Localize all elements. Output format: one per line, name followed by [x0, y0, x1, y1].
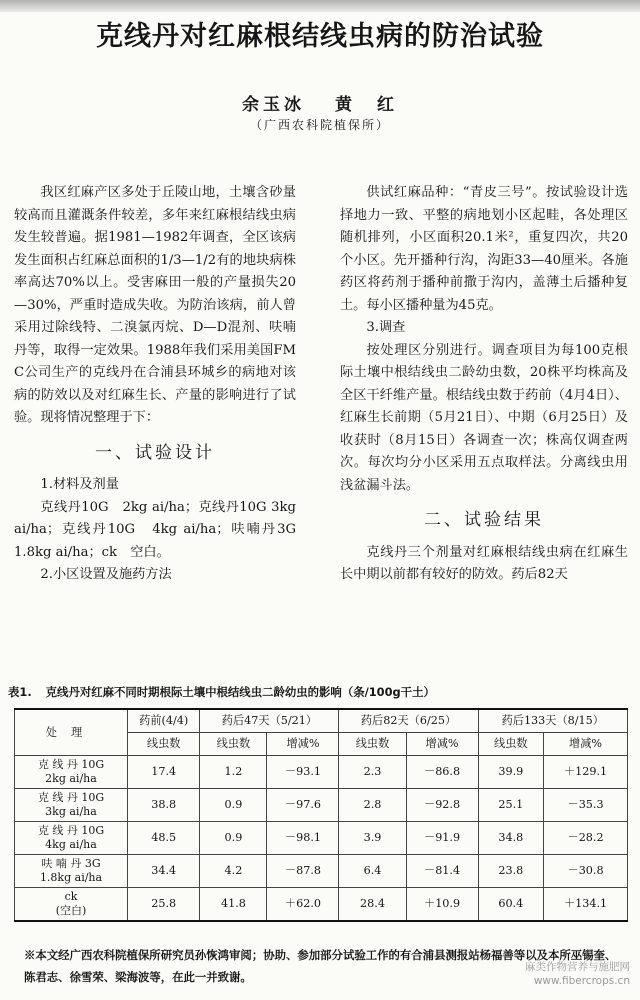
- body-paragraph: 克线丹三个剂量对红麻根结线虫病在红麻生长中期以前都有较好的防效。药后82天: [340, 544, 628, 582]
- table-row: [15, 756, 628, 789]
- author-name: 黄 红: [334, 95, 398, 115]
- table-cell: －30.8: [544, 855, 628, 888]
- table-cell: 28.4: [339, 888, 406, 922]
- table-cell: 3.9: [339, 822, 406, 855]
- table-cell: －35.3: [544, 789, 628, 822]
- treatment-cell: [15, 789, 128, 822]
- treatment-dose: 2kg ai/ha: [45, 772, 97, 785]
- body-paragraph: 按处理区分别进行。调查项目为每100克根际土壤中根结线虫二龄幼虫数，20株平均株高及全区干纤维产量。根结线虫数于药前（4月4日）、红麻生长前期（5月21日）、中期（6月25日）及收获时（8月15日）各调查一次；株高仅调查两次。每次均分小区采用五点取样法。分离线虫用浅盆漏斗法。: [340, 342, 628, 493]
- table-cell: －87.8: [267, 855, 339, 888]
- table-cell: 25.8: [128, 888, 200, 922]
- section-heading: 二、试验结果: [424, 510, 544, 530]
- treatment-cell: [15, 822, 128, 855]
- table-row: [15, 888, 628, 922]
- table-row: [15, 789, 628, 822]
- site-watermark: [525, 960, 630, 988]
- table-cell: －28.2: [544, 822, 628, 855]
- table-caption: [8, 684, 634, 700]
- table-row: [15, 855, 628, 888]
- table-cell: 1.2: [200, 756, 267, 789]
- table-cell: 34.4: [128, 855, 200, 888]
- author-line: [0, 90, 640, 115]
- table-cell: 41.8: [200, 888, 267, 922]
- treatment-name: 呋 喃 丹 3G: [41, 857, 101, 870]
- watermark-url: www.fibercrops.cn: [533, 975, 630, 987]
- header-change: 增减%: [267, 733, 339, 756]
- treatment-dose: 4kg ai/ha: [45, 838, 97, 851]
- table-cell: －93.1: [267, 756, 339, 789]
- header-treatment: 处理: [15, 709, 128, 756]
- article-title: 克线丹对红麻根结线虫病的防治试验: [96, 21, 544, 52]
- header-count: 线虫数: [200, 733, 267, 756]
- table-cell: －81.4: [406, 855, 478, 888]
- table-cell: 2.3: [339, 756, 406, 789]
- body-paragraph: 克线丹10G 2kg ai/ha；克线丹10G 3kg ai/ha；克线丹10G 4kg ai/ha；呋喃丹3G 1.8kg ai/ha；ck 空白。: [14, 499, 310, 560]
- footnote: ※本文经广西农科院植保所研究员孙恢鸿审阅；协助、参加部分试验工作的有合浦县测报站杨福善等以及本所巫锡奎、陈君志、徐雪荣、梁海波等，在此一并致谢。: [24, 948, 617, 984]
- treatment-name: 克 线 丹 10G: [37, 758, 105, 771]
- affiliation: （广西农科院植保所）: [249, 118, 390, 132]
- subsection-heading: 2.小区设置及施药方法: [40, 567, 172, 582]
- table-cell: 38.8: [128, 789, 200, 822]
- nematode-table: [14, 708, 628, 922]
- treatment-dose: 3kg ai/ha: [45, 805, 97, 818]
- treatment-name: 克 线 丹 10G: [37, 824, 105, 837]
- section-heading: 一、试验设计: [95, 442, 215, 463]
- table-cell: 25.1: [478, 789, 544, 822]
- table-row: [15, 822, 628, 855]
- table-cell: 23.8: [478, 855, 544, 888]
- treatment-cell: [15, 855, 128, 888]
- subsection-heading: 1.材料及剂量: [40, 477, 119, 492]
- subsection-heading: 3.调查: [366, 320, 406, 335]
- watermark-name: 麻类作物营养与施肥网: [525, 961, 630, 973]
- treatment-cell: [15, 888, 128, 922]
- header-period: 药后82天（6/25）: [339, 709, 478, 733]
- table-label: 表1.: [8, 685, 32, 699]
- table-cell: －92.8: [406, 789, 478, 822]
- table-cell: 39.9: [478, 756, 544, 789]
- table-cell: 6.4: [339, 855, 406, 888]
- table-cell: 17.4: [128, 756, 200, 789]
- table-cell: －86.8: [406, 756, 478, 789]
- treatment-cell: [15, 756, 128, 789]
- header-count: 线虫数: [478, 733, 544, 756]
- header-count: 线虫数: [128, 733, 200, 756]
- header-change: 增减%: [544, 733, 628, 756]
- table-cell: ＋134.1: [544, 888, 628, 922]
- table-caption-text: 克线丹对红麻不同时期根际土壤中根结线虫二龄幼虫的影响（条/100g干土）: [45, 685, 435, 699]
- table-cell: 48.5: [128, 822, 200, 855]
- table-cell: ＋10.9: [406, 888, 478, 922]
- header-count: 线虫数: [339, 733, 406, 756]
- intro-paragraph: 我区红麻产区多处于丘陵山地，土壤含砂量较高而且灌溉条件较差，多年来红麻根结线虫病发生较普遍。据1981—1982年调查，全区该病发生面积占红麻总面积的1/3—1/2有的地块病株率高达70%以上。受害麻田一般的产量损失20—30%，严重时造成失收。为防治该病，前人曾采用过除线特、二溴氯丙烷、D—D混剂、呋喃丹等，取得一定效果。1988年我们采用美国FMC公司生产的克线丹在合浦县环城乡的病地对该病的防效以及对红麻生长、产量的影响进行了试验。现将情况整理于下：: [14, 185, 296, 425]
- author-name: 余玉冰: [242, 95, 306, 115]
- table-cell: 0.9: [200, 789, 267, 822]
- table-cell: 4.2: [200, 855, 267, 888]
- treatment-name: 克 线 丹 10G: [37, 791, 105, 804]
- header-period: 药前(4/4): [128, 709, 200, 733]
- table-cell: 60.4: [478, 888, 544, 922]
- body-paragraph: 供试红麻品种：“青皮三号”。按试验设计选择地力一致、平整的病地划小区起畦，各处理区随机排列，小区面积20.1米²，重复四次，共20个小区。先开播种行沟，沟距33—40厘米。各施药区将药剂于播种前撒于沟内，盖薄土后播种复土。每小区播种量为45克。: [340, 185, 628, 313]
- table-cell: 34.8: [478, 822, 544, 855]
- treatment-dose: 1.8kg ai/ha: [39, 871, 103, 884]
- table-cell: －98.1: [267, 822, 339, 855]
- right-column: [340, 182, 628, 587]
- table-cell: 2.8: [339, 789, 406, 822]
- table-cell: －91.9: [406, 822, 478, 855]
- table-cell: ＋129.1: [544, 756, 628, 789]
- treatment-dose: (空白): [55, 904, 87, 917]
- table-cell: 0.9: [200, 822, 267, 855]
- page-top-edge: [0, 0, 640, 12]
- treatment-name: ck: [64, 890, 78, 903]
- header-change: 增减%: [406, 733, 478, 756]
- left-column: [14, 182, 310, 587]
- table-cell: ＋62.0: [267, 888, 339, 922]
- header-period: 药后47天（5/21）: [200, 709, 339, 733]
- header-period: 药后133天（8/15）: [478, 709, 627, 733]
- table-cell: －97.6: [267, 789, 339, 822]
